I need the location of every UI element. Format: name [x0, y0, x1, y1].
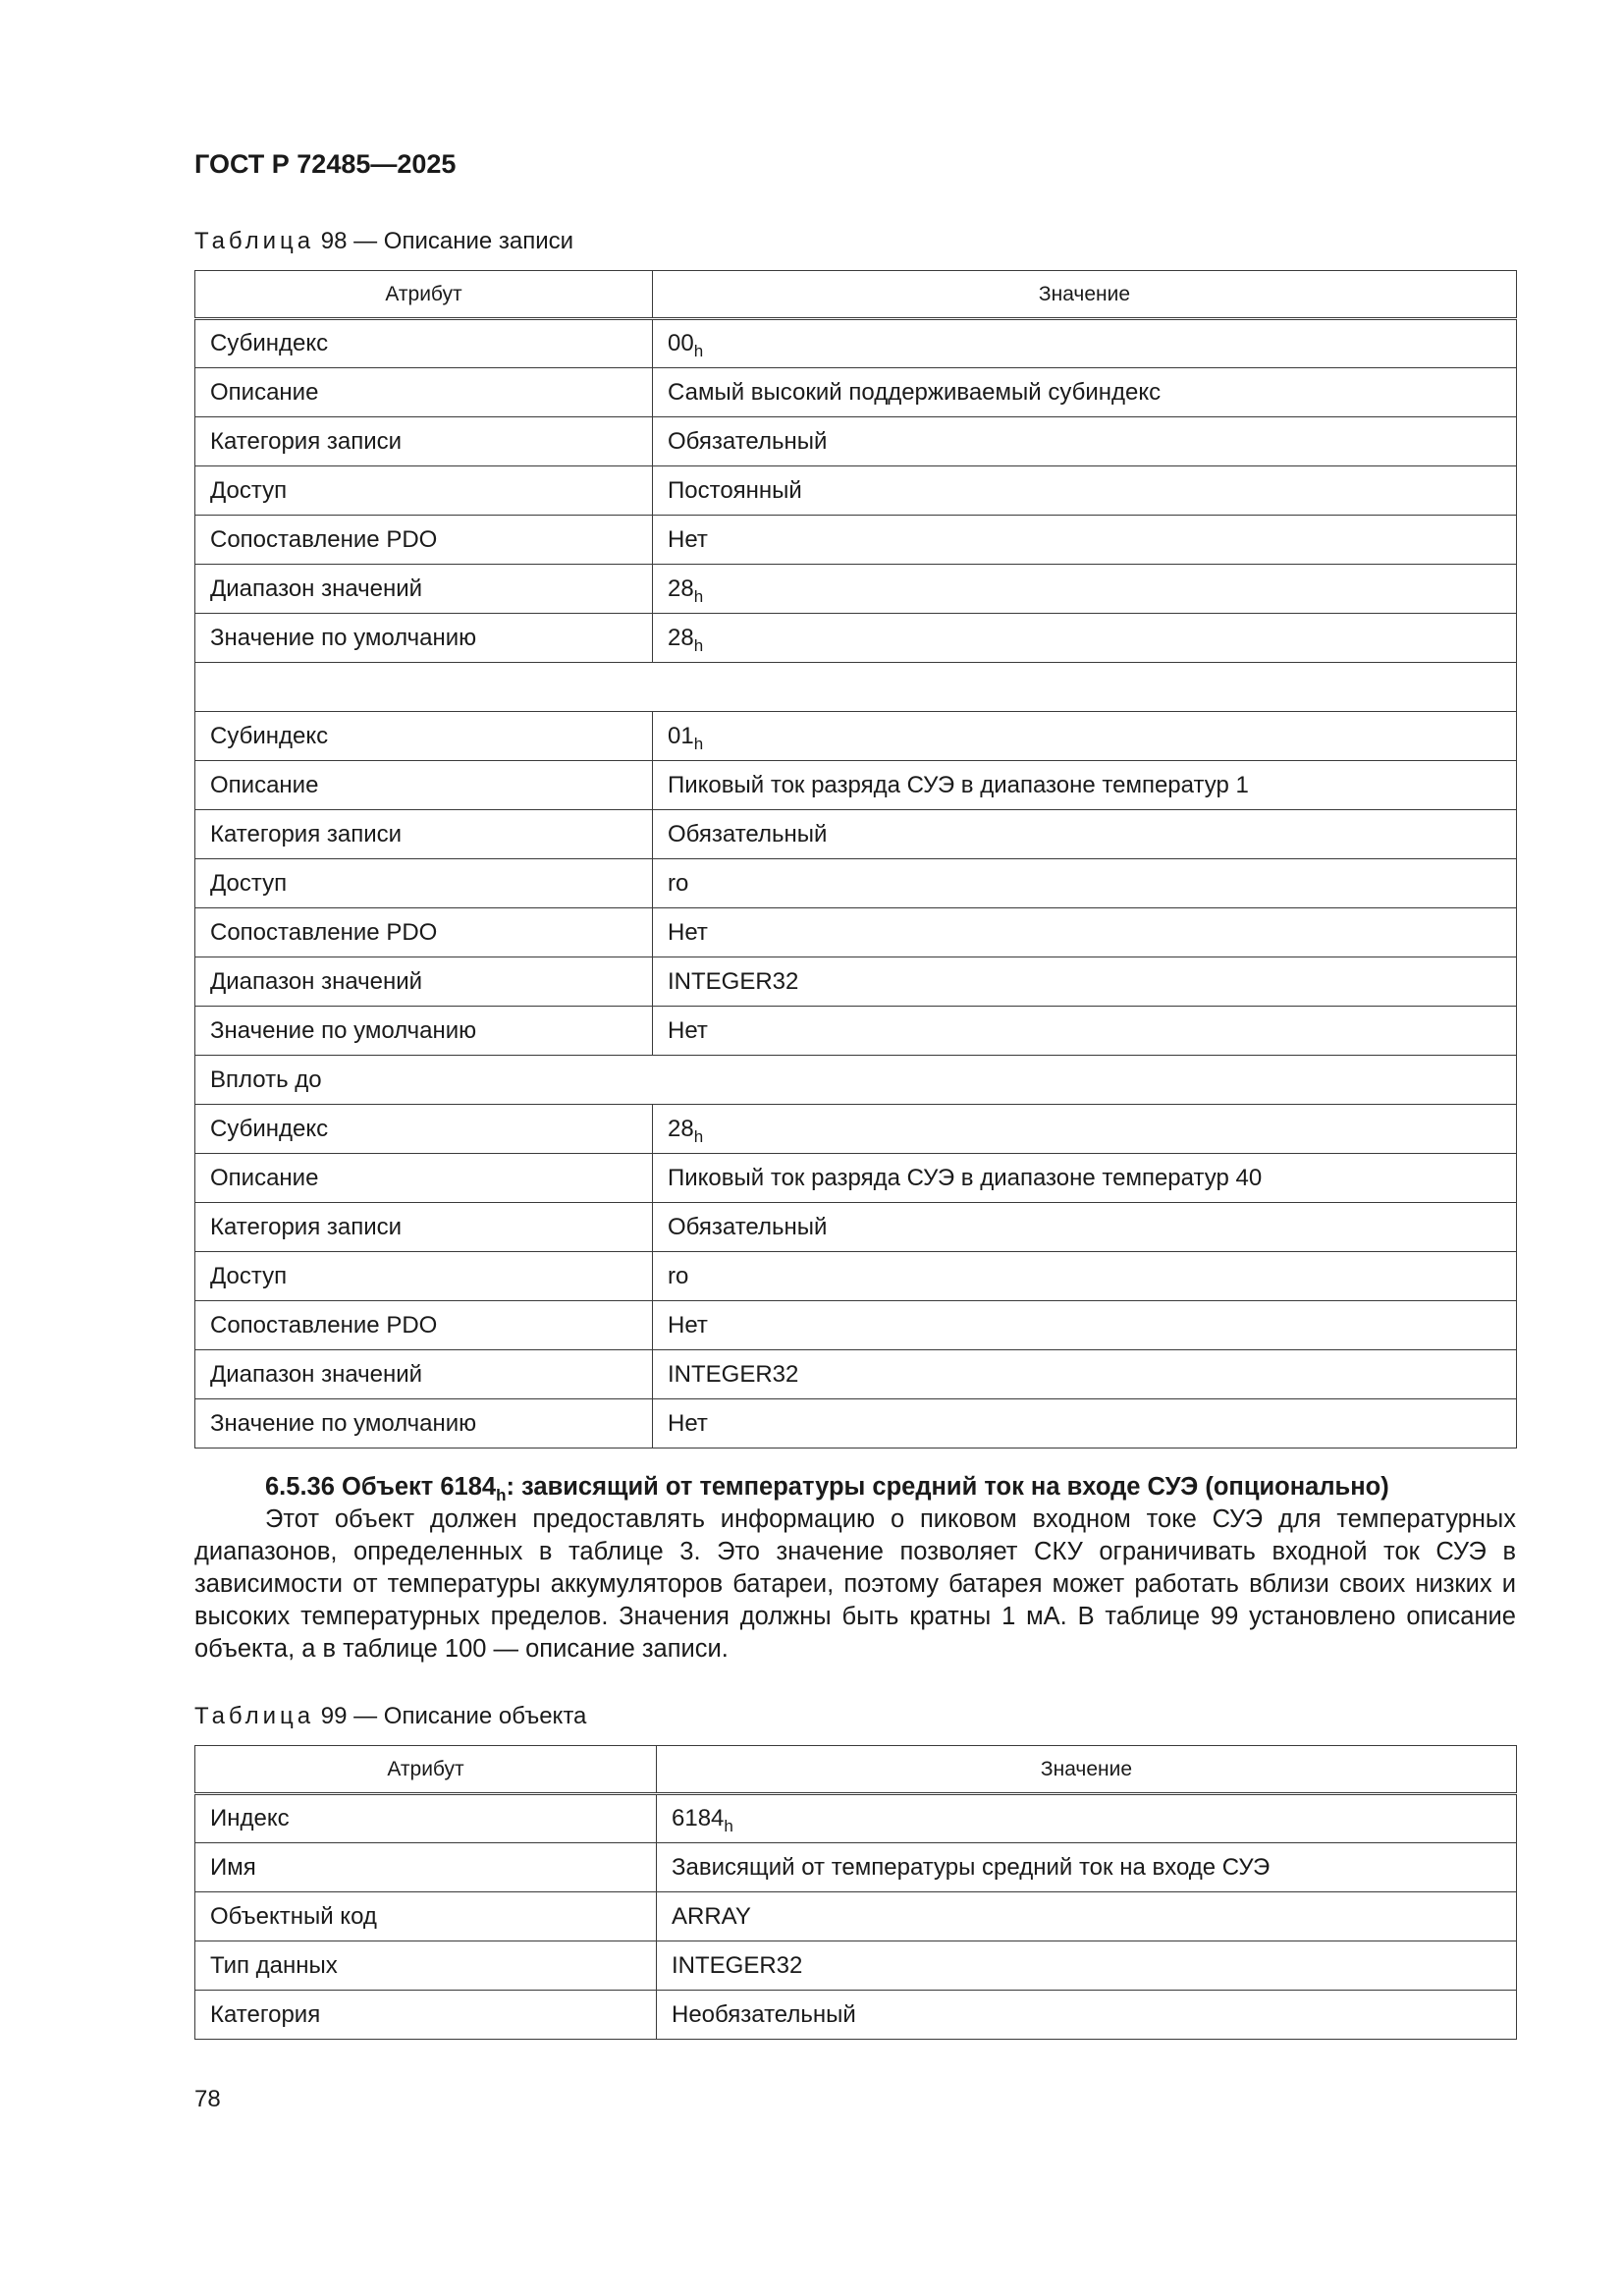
table-row	[195, 908, 1517, 957]
value-cell	[653, 859, 1517, 908]
value-cell	[653, 1154, 1517, 1203]
table-row	[195, 466, 1517, 516]
table-98-caption	[194, 228, 573, 255]
attribute-cell: Категория записи	[195, 810, 653, 859]
value-text: INTEGER32	[668, 1360, 799, 1388]
value-text: ro	[668, 869, 689, 897]
value-cell	[653, 417, 1517, 466]
value-text: Самый высокий поддерживаемый субиндекс	[668, 378, 1162, 406]
value-cell	[657, 1794, 1517, 1843]
table-row	[195, 810, 1517, 859]
table-99	[194, 1745, 1517, 2040]
table-row	[195, 516, 1517, 565]
value-text: 6184	[672, 1805, 725, 1831]
attribute-cell: Описание	[195, 1154, 653, 1203]
table-row	[195, 1154, 1517, 1203]
attribute-cell: Доступ	[195, 1252, 653, 1301]
table-row	[195, 859, 1517, 908]
value-subscript: h	[693, 1126, 704, 1146]
value-cell	[653, 1007, 1517, 1056]
value-cell	[653, 516, 1517, 565]
section-heading-text: 6.5.36 Объект 6184	[265, 1473, 497, 1501]
value-text: ro	[668, 1262, 689, 1289]
value-text: Пиковый ток разряда СУЭ в диапазоне температур 1	[668, 771, 1249, 798]
table-row	[195, 957, 1517, 1007]
table-row	[195, 1843, 1517, 1892]
value-cell	[653, 1203, 1517, 1252]
attribute-cell: Категория записи	[195, 417, 653, 466]
value-text: Обязательный	[668, 1213, 828, 1240]
value-text: Нет	[668, 1016, 708, 1044]
value-cell	[657, 1843, 1517, 1892]
attribute-cell: Категория записи	[195, 1203, 653, 1252]
table-98-body	[195, 319, 1517, 1449]
value-subscript: h	[693, 635, 704, 655]
table-header-row	[195, 271, 1517, 319]
table-99-body	[195, 1794, 1517, 2040]
blank-separator-row-cell	[195, 663, 1517, 712]
document-header: ГОСТ Р 72485—2025	[194, 149, 457, 179]
value-text: 28	[668, 624, 694, 651]
table-98-caption-label: Таблица	[194, 228, 315, 254]
attribute-cell: Субиндекс	[195, 319, 653, 368]
value-cell	[653, 614, 1517, 663]
value-cell	[653, 810, 1517, 859]
value-text: Пиковый ток разряда СУЭ в диапазоне температур 40	[668, 1164, 1263, 1191]
section-heading	[194, 1471, 1516, 1503]
value-cell	[653, 908, 1517, 957]
attribute-cell: Значение по умолчанию	[195, 1007, 653, 1056]
table-row	[195, 565, 1517, 614]
value-text: INTEGER32	[668, 967, 799, 995]
attribute-cell: Объектный код	[195, 1892, 657, 1941]
table-row	[195, 1301, 1517, 1350]
table-99-caption	[194, 1703, 586, 1730]
column-header-value: Значение	[653, 271, 1517, 319]
attribute-cell: Сопоставление PDO	[195, 516, 653, 565]
value-cell	[653, 761, 1517, 810]
value-text: 28	[668, 1115, 694, 1142]
table-row	[195, 1892, 1517, 1941]
table-row	[195, 1991, 1517, 2040]
section-heading-subscript: h	[496, 1486, 507, 1504]
attribute-cell: Диапазон значений	[195, 565, 653, 614]
attribute-cell: Описание	[195, 761, 653, 810]
value-cell	[653, 565, 1517, 614]
value-text: Нет	[668, 1409, 708, 1437]
attribute-cell: Диапазон значений	[195, 957, 653, 1007]
section-6-5-36	[194, 1471, 1516, 1666]
value-cell	[653, 1252, 1517, 1301]
attribute-cell: Описание	[195, 368, 653, 417]
value-text: 01	[668, 722, 694, 749]
table-98	[194, 270, 1517, 1449]
column-header-value: Значение	[657, 1746, 1517, 1794]
table-row	[195, 614, 1517, 663]
page-number: 78	[194, 2086, 221, 2112]
attribute-cell: Тип данных	[195, 1941, 657, 1991]
section-heading-title: : зависящий от температуры средний ток на входе СУЭ (опционально)	[506, 1473, 1389, 1501]
value-cell	[657, 1892, 1517, 1941]
section-body: Этот объект должен предоставлять информацию о пиковом входном токе СУЭ для температурных диапазонов, определенных в таблице 3. Это значение позволяет СКУ ограничивать входной ток СУЭ в зависимости от температуры аккумуляторов батареи, поэтому батарея может работать вблизи своих низких и высоких температурных пределов. Значения должны быть кратны 1 мА. В таблице 99 установлено описание объекта, а в таблице 100 — описание записи.	[194, 1505, 1516, 1663]
table-header-row	[195, 1746, 1517, 1794]
upto-row	[195, 1056, 1517, 1105]
attribute-cell: Субиндекс	[195, 1105, 653, 1154]
table-99-caption-title: 99 — Описание объекта	[314, 1703, 587, 1729]
table-row	[195, 1105, 1517, 1154]
value-cell	[653, 712, 1517, 761]
value-cell	[653, 319, 1517, 368]
table-row	[195, 1350, 1517, 1399]
attribute-cell: Сопоставление PDO	[195, 1301, 653, 1350]
table-row	[195, 1399, 1517, 1449]
value-cell	[653, 1350, 1517, 1399]
value-text: INTEGER32	[672, 1951, 803, 1979]
upto-row-cell: Вплоть до	[195, 1056, 1517, 1105]
attribute-cell: Имя	[195, 1843, 657, 1892]
value-cell	[657, 1991, 1517, 2040]
table-row	[195, 1252, 1517, 1301]
value-subscript: h	[693, 586, 704, 606]
value-cell	[653, 1399, 1517, 1449]
value-cell	[653, 1301, 1517, 1350]
value-subscript: h	[724, 1817, 733, 1835]
blank-separator-row	[195, 663, 1517, 712]
table-row	[195, 417, 1517, 466]
value-subscript: h	[693, 734, 704, 753]
value-text: 28	[668, 574, 694, 602]
value-subscript: h	[693, 342, 704, 360]
attribute-cell: Значение по умолчанию	[195, 1399, 653, 1449]
attribute-cell: Доступ	[195, 859, 653, 908]
value-cell	[657, 1941, 1517, 1991]
table-row	[195, 1007, 1517, 1056]
table-row	[195, 368, 1517, 417]
value-text: Нет	[668, 1311, 708, 1339]
value-text: Нет	[668, 525, 708, 553]
value-text: Обязательный	[668, 427, 828, 455]
table-98-caption-title: 98 — Описание записи	[314, 228, 574, 254]
column-header-attribute: Атрибут	[195, 1746, 657, 1794]
column-header-attribute: Атрибут	[195, 271, 653, 319]
attribute-cell: Категория	[195, 1991, 657, 2040]
attribute-cell: Сопоставление PDO	[195, 908, 653, 957]
value-text: ARRAY	[672, 1902, 751, 1930]
table-row	[195, 761, 1517, 810]
attribute-cell: Доступ	[195, 466, 653, 516]
value-text: Необязательный	[672, 2000, 856, 2028]
value-text: Постоянный	[668, 476, 802, 504]
table-row	[195, 1941, 1517, 1991]
value-text: Зависящий от температуры средний ток на входе СУЭ	[672, 1853, 1271, 1881]
table-row	[195, 1203, 1517, 1252]
attribute-cell: Значение по умолчанию	[195, 614, 653, 663]
value-cell	[653, 466, 1517, 516]
attribute-cell: Индекс	[195, 1794, 657, 1843]
attribute-cell: Субиндекс	[195, 712, 653, 761]
value-cell	[653, 957, 1517, 1007]
value-text: Нет	[668, 918, 708, 946]
table-row	[195, 1794, 1517, 1843]
value-cell	[653, 1105, 1517, 1154]
value-text: 00	[668, 330, 694, 356]
table-99-caption-label: Таблица	[194, 1703, 315, 1729]
value-cell	[653, 368, 1517, 417]
value-text: Обязательный	[668, 820, 828, 847]
attribute-cell: Диапазон значений	[195, 1350, 653, 1399]
table-row	[195, 319, 1517, 368]
table-row	[195, 712, 1517, 761]
